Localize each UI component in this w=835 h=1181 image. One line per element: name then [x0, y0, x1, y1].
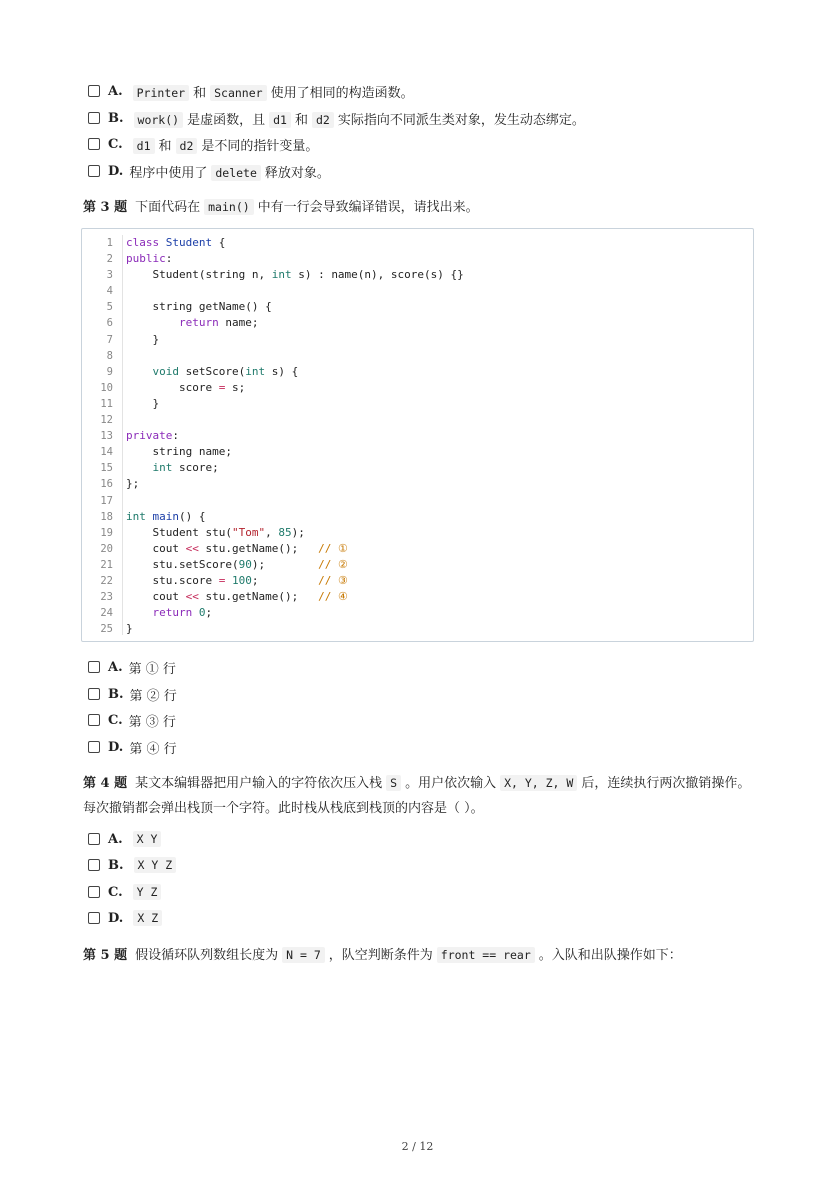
line-number: 25 — [100, 623, 113, 636]
inline-code: d1 — [133, 138, 155, 154]
option-text — [129, 135, 319, 154]
code-token: Student stu( — [126, 525, 232, 539]
checkbox-a[interactable] — [88, 661, 100, 673]
option-text: 第 ③ 行 — [128, 714, 176, 730]
code-token: ); — [291, 525, 305, 539]
line-number: 12 — [100, 414, 113, 427]
code-token: cout — [126, 541, 186, 555]
q4-option-b[interactable] — [88, 855, 180, 875]
checkbox-b[interactable] — [88, 859, 100, 871]
code-token: s; — [225, 380, 246, 394]
page-number: 2 / 12 — [401, 1140, 434, 1153]
option-code: Y Z — [133, 884, 162, 900]
code-block — [81, 228, 754, 642]
q2-option-c[interactable] — [88, 134, 318, 154]
text-run: 后，连续执行两次撤销操作。 — [581, 775, 751, 791]
code-token: { — [212, 236, 226, 249]
text-run: 。入队和出队操作如下： — [538, 947, 682, 963]
code-token: class — [126, 236, 160, 249]
q2-option-d[interactable] — [88, 161, 330, 181]
question-text — [135, 772, 750, 791]
code-line — [126, 573, 464, 589]
inline-code: d1 — [269, 112, 291, 128]
line-number: 6 — [106, 317, 113, 330]
code-token — [126, 606, 153, 619]
text-run: 下面代码在 — [135, 199, 201, 215]
q4-option-a[interactable] — [88, 829, 165, 849]
line-number: 7 — [106, 333, 113, 346]
code-token: }; — [126, 477, 140, 491]
text-run: 和 — [294, 112, 308, 128]
line-number: 21 — [100, 558, 113, 571]
code-token: int — [271, 268, 292, 282]
code-token: Student — [165, 236, 213, 249]
code-token — [159, 236, 166, 249]
question-text — [135, 944, 682, 963]
text-run: 是不同的指针变量。 — [201, 138, 319, 154]
code-line — [126, 235, 464, 251]
inline-code: N = 7 — [282, 947, 325, 963]
code-token: = — [218, 380, 226, 394]
line-number: 11 — [100, 397, 113, 410]
question-5-prompt — [83, 943, 682, 963]
code-token: cout — [126, 590, 186, 604]
line-number: 4 — [106, 285, 113, 298]
q2-option-b[interactable] — [88, 108, 585, 128]
option-key: D. — [108, 739, 124, 755]
option-key: B. — [108, 686, 124, 702]
code-line — [126, 380, 464, 396]
checkbox-d[interactable] — [88, 165, 100, 177]
code-token — [225, 574, 232, 587]
option-text — [129, 82, 414, 101]
line-number: 16 — [100, 478, 113, 491]
q3-option-b[interactable] — [88, 684, 177, 704]
checkbox-c[interactable] — [88, 138, 100, 150]
question-text — [135, 196, 479, 215]
code-token: } — [126, 396, 160, 410]
text-run: ，队空判断条件为 — [328, 947, 433, 963]
code-token: stu.score — [126, 573, 219, 587]
line-number: 8 — [106, 349, 113, 362]
checkbox-c[interactable] — [88, 886, 100, 898]
line-number: 23 — [100, 591, 113, 604]
q2-option-a[interactable] — [88, 81, 414, 101]
code-token: 0 — [198, 606, 206, 620]
inline-code: front == rear — [437, 947, 535, 963]
checkbox-c[interactable] — [88, 714, 100, 726]
code-token: 85 — [278, 525, 292, 539]
line-number: 2 — [106, 253, 113, 266]
text-run: 假设循环队列数组长度为 — [135, 947, 279, 963]
question-4-prompt — [83, 771, 750, 791]
option-key: C. — [108, 136, 123, 152]
code-line — [126, 428, 464, 444]
line-numbers — [82, 235, 122, 637]
inline-code: S — [386, 775, 401, 791]
inline-code: X, Y, Z, W — [500, 775, 577, 791]
code-token: string getName() { — [126, 300, 272, 314]
code-token: , — [265, 525, 279, 539]
text-run: 实际指向不同派生类对象，发生动态绑定。 — [337, 112, 585, 128]
checkbox-b[interactable] — [88, 112, 100, 124]
code-line — [126, 509, 464, 525]
line-number: 9 — [106, 365, 113, 378]
code-token — [126, 365, 153, 378]
q4-option-c[interactable] — [88, 882, 165, 902]
code-line — [126, 299, 464, 315]
inline-code: d2 — [312, 112, 334, 128]
code-token: } — [126, 622, 133, 636]
code-token: // ① — [318, 541, 348, 555]
option-text — [130, 109, 585, 128]
line-number: 1 — [106, 237, 113, 249]
code-token: "Tom" — [231, 525, 266, 539]
code-line — [126, 315, 464, 331]
checkbox-a[interactable] — [88, 85, 100, 97]
line-number: 15 — [100, 462, 113, 475]
code-token: return — [178, 316, 219, 330]
code-token: s) : name(n), score(s) {} — [291, 268, 464, 282]
code-token: string name; — [126, 445, 232, 459]
code-line — [126, 364, 464, 380]
code-token: // ② — [318, 557, 348, 571]
code-token: 90 — [238, 557, 252, 571]
code-token: Student(string n, — [126, 268, 272, 282]
code-token: s) { — [265, 364, 299, 378]
code-token: score; — [172, 461, 219, 475]
inline-code: delete — [211, 165, 261, 181]
code-token: public — [126, 252, 166, 266]
option-code: X Z — [133, 910, 162, 926]
code-token: int — [152, 461, 173, 475]
option-key: B. — [108, 110, 124, 126]
code-lines — [126, 235, 464, 637]
line-number: 14 — [100, 446, 113, 459]
checkbox-d[interactable] — [88, 912, 100, 924]
text-run: 和 — [193, 85, 207, 101]
inline-code: Printer — [133, 85, 189, 101]
line-number: 22 — [100, 574, 113, 587]
code-line — [126, 332, 464, 348]
option-text: 第 ② 行 — [129, 688, 177, 704]
code-line — [126, 444, 464, 460]
option-text: 第 ① 行 — [128, 661, 176, 677]
code-token: setScore( — [179, 364, 246, 378]
option-text — [129, 162, 330, 181]
line-number: 19 — [100, 526, 113, 539]
line-number: 10 — [100, 381, 113, 394]
code-token: 100 — [231, 573, 252, 587]
code-token: private — [126, 429, 173, 443]
inline-code: main() — [204, 199, 254, 215]
code-token: : — [172, 429, 179, 443]
line-number: 3 — [106, 269, 113, 282]
gutter-divider — [122, 235, 123, 635]
code-token: << — [185, 590, 199, 604]
text-run: 程序中使用了 — [129, 165, 208, 181]
code-token: << — [185, 541, 199, 555]
code-token: main — [152, 509, 179, 523]
code-line — [126, 605, 464, 621]
question-4-prompt-line2 — [83, 796, 484, 816]
text-run: 是虚函数，且 — [187, 112, 266, 128]
code-token: : — [165, 252, 173, 266]
q3-option-d[interactable] — [88, 737, 177, 757]
q3-option-a[interactable] — [88, 657, 176, 677]
code-token: () { — [179, 509, 206, 523]
option-key: A. — [108, 659, 123, 675]
question-3-prompt — [83, 195, 479, 215]
code-token: stu.setScore( — [126, 557, 239, 571]
code-line — [126, 396, 464, 412]
code-token: // ③ — [318, 573, 348, 587]
inline-code: Scanner — [210, 85, 266, 101]
question-number: 第 3 题 — [83, 199, 128, 215]
code-token — [126, 316, 179, 329]
question-text: 每次撤销都会弹出栈顶一个字符。此时栈从栈底到栈顶的内容是（ ）。 — [83, 800, 484, 816]
q3-option-c[interactable] — [88, 710, 176, 730]
line-number: 24 — [100, 607, 113, 620]
code-line — [126, 525, 464, 541]
text-run: 释放对象。 — [264, 165, 330, 181]
option-key: A. — [108, 831, 123, 847]
code-line — [126, 283, 464, 299]
code-token: stu.getName(); — [198, 541, 319, 555]
code-line — [126, 621, 464, 637]
option-key: D. — [108, 163, 124, 179]
option-key: A. — [108, 83, 123, 99]
checkbox-b[interactable] — [88, 688, 100, 700]
option-text: 第 ④ 行 — [129, 741, 177, 757]
question-number: 第 4 题 — [83, 775, 128, 791]
code-line — [126, 589, 464, 605]
code-token: void — [152, 364, 179, 378]
option-key: B. — [108, 857, 124, 873]
code-token: = — [218, 573, 226, 587]
option-code: X Y — [133, 831, 162, 847]
code-token: stu.getName(); — [198, 590, 319, 604]
code-token: ; — [251, 573, 319, 587]
text-run: 中有一行会导致编译错误，请找出来。 — [257, 199, 479, 215]
q4-option-d[interactable] — [88, 908, 166, 928]
code-token: score — [126, 380, 219, 394]
line-number: 13 — [100, 430, 113, 443]
code-token: name; — [218, 316, 259, 330]
line-number: 18 — [100, 510, 113, 523]
option-key: C. — [108, 884, 123, 900]
line-number: 20 — [100, 542, 113, 555]
code-token — [126, 461, 153, 474]
inline-code: d2 — [176, 138, 198, 154]
code-line — [126, 348, 464, 364]
code-line — [126, 557, 464, 573]
code-line — [126, 267, 464, 283]
checkbox-d[interactable] — [88, 741, 100, 753]
option-key: D. — [108, 910, 124, 926]
inline-code: work() — [134, 112, 184, 128]
code-token: ); — [251, 557, 319, 571]
code-token: // ④ — [318, 590, 348, 604]
code-line — [126, 412, 464, 428]
line-number: 5 — [106, 301, 113, 314]
option-code: X Y Z — [134, 857, 177, 873]
code-token — [146, 510, 153, 523]
code-token: int — [126, 509, 146, 523]
checkbox-a[interactable] — [88, 833, 100, 845]
code-token: ; — [205, 606, 213, 620]
code-token: int — [245, 364, 266, 378]
line-number: 17 — [100, 494, 113, 507]
text-run: 某文本编辑器把用户输入的字符依次压入栈 — [135, 775, 383, 791]
code-token: } — [126, 332, 160, 346]
code-token: return — [152, 606, 193, 620]
question-number: 第 5 题 — [83, 947, 128, 963]
code-line — [126, 476, 464, 492]
code-line — [126, 460, 464, 476]
code-line — [126, 541, 464, 557]
code-line — [126, 251, 464, 267]
text-run: 使用了相同的构造函数。 — [270, 85, 414, 101]
text-run: 和 — [158, 138, 172, 154]
text-run: 。用户依次输入 — [405, 775, 497, 791]
code-token — [192, 606, 199, 619]
code-line — [126, 493, 464, 509]
option-key: C. — [108, 712, 123, 728]
